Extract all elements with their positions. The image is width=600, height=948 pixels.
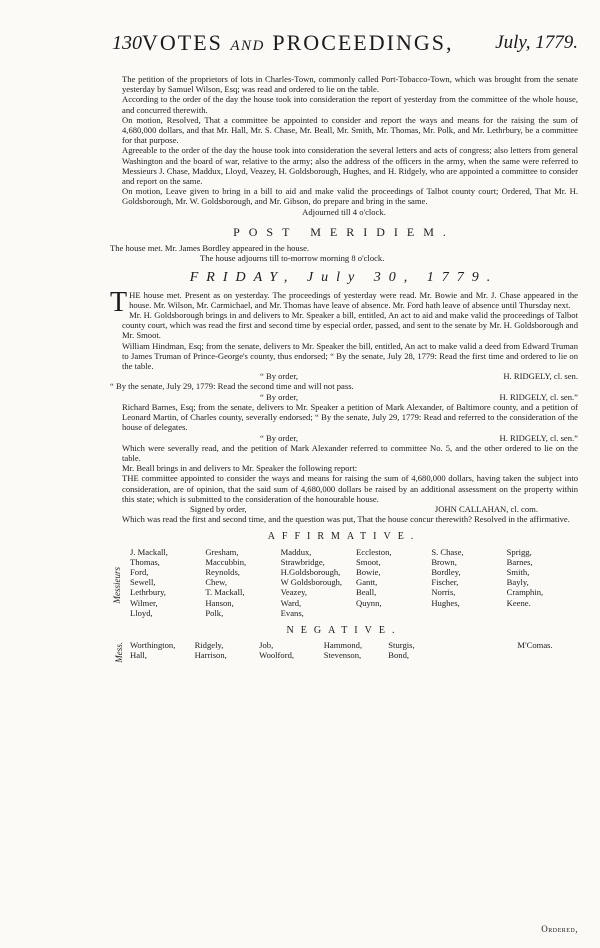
voter-name: Worthington,: [130, 640, 176, 651]
paragraph: Richard Barnes, Esq; from the senate, delivers to Mr. Speaker a petition of Mark Alexander, of Baltimore county, and a petition of Leonard Martin, of Charles county, severally endorsed; “ By the senate, July 29, 1779: Read and referred to the consideration of the house of delegates.: [122, 401, 578, 433]
vote-column: [205, 547, 276, 618]
vote-column: [356, 547, 427, 618]
voter-name: Lloyd,: [130, 607, 153, 618]
vote-column: [195, 640, 256, 660]
messieurs-label: Messieurs: [112, 566, 122, 604]
voter-name: Beall,: [356, 587, 377, 598]
friday-p1-text: HE house met. Present as on yesterday. The proceedings of yesterday were read. Mr. Bowie and Mr. J. Chase appeared in the house. Mr. Wilson, Mr. Carmichael, and Mr. Thomas have leave of absence. Mr. Ford hath leave of absence until Thursday next.: [129, 289, 578, 310]
voter-name: Smoot,: [356, 556, 381, 567]
voter-name: Stevenson,: [323, 650, 362, 661]
voter-name: Ridgely,: [194, 640, 224, 651]
vote-column: [130, 640, 191, 660]
voter-name: Gresham,: [205, 546, 239, 557]
running-title: [142, 30, 453, 56]
page-header: [112, 30, 578, 70]
vote-column: [130, 547, 201, 618]
voter-name: S. Chase,: [431, 546, 464, 557]
voter-name: Hammond,: [323, 640, 363, 651]
voter-name: Sewell,: [130, 577, 156, 588]
paragraph: According to the order of the day the house took into consideration the report of yesterday from the committee of the whole house, and concurred therewith.: [122, 94, 578, 115]
voter-name: H.Goldsborough,: [280, 566, 341, 577]
signed-name: JOHN CALLAHAN, cl. com.: [434, 503, 538, 514]
vote-column: [281, 547, 352, 618]
voter-name: Evans,: [280, 607, 304, 618]
report-signature: [110, 504, 578, 514]
voter-name: Lethrbury,: [130, 587, 166, 598]
vote-column: [259, 640, 320, 660]
voter-name: Wilmer,: [130, 597, 158, 608]
post-meridiem-adjourn: The house adjourns till to-morrow morning 8 o'clock.: [200, 253, 385, 264]
vote-column: [431, 547, 502, 618]
voter-name: Job,: [259, 640, 274, 651]
vote-column: [517, 640, 578, 660]
voter-name: Smith,: [506, 566, 530, 577]
voter-name: Cramphin,: [506, 587, 544, 598]
order-signer: H. RIDGELY, cl. sen.: [503, 371, 578, 382]
drop-cap: T: [110, 286, 128, 318]
paragraph: On motion, Leave given to bring in a bill to aid and make valid the proceedings of Talbot county court; Ordered, That Mr. H. Goldsborough, Mr. W. Goldsborough, and Mr. Gibson, do prepare and bring in the same.: [122, 186, 578, 207]
paragraph: Which were severally read, and the petition of Mark Alexander referred to committee No. 5, and the other ordered to lie on the table.: [122, 442, 578, 463]
negative-heading: NEGATIVE.: [286, 624, 402, 636]
page-number: 130: [112, 32, 142, 54]
catchword: Ordered,: [541, 924, 578, 934]
paragraph: Mr. H. Goldsborough brings in and delivers to Mr. Speaker a bill, entitled, An act to aid and make valid the proceedings of Talbot county court, which was read the first and second time by especial order, passed, and sent to the senate by Mr. H. Goldsborough and Mr. Smoot.: [122, 310, 578, 341]
voter-name: Maddux,: [280, 546, 312, 557]
page-body: [110, 74, 578, 661]
voter-name: Bond,: [388, 650, 410, 661]
voter-name: M'Comas.: [517, 640, 553, 651]
voter-name: Hall,: [130, 650, 147, 661]
mess-label: Mess.: [114, 642, 124, 663]
voter-name: Quynn,: [356, 597, 382, 608]
vote-column: [453, 640, 514, 660]
voter-name: Thomas,: [130, 556, 160, 567]
post-meridiem-line: The house met. Mr. James Bordley appeared in the house.: [110, 243, 310, 254]
voter-name: Reynolds,: [205, 566, 240, 577]
voter-name: Woolford,: [259, 650, 295, 661]
vote-column: [507, 547, 578, 618]
paragraph: The petition of the proprietors of lots in Charles-Town, commonly called Port-Tobacco-Town, which was brought from the senate yesterday by Samuel Wilson, Esq; was read and ordered to lie on the table.: [122, 74, 578, 95]
header-date: July, 1779.: [495, 32, 578, 53]
voter-name: Bordley,: [431, 566, 461, 577]
voter-name: Sturgis,: [388, 640, 415, 651]
paragraph: William Hindman, Esq; from the senate, delivers to Mr. Speaker the bill, entitled, An act to make valid a deed from Edward Truman to James Truman of Prince-George's county, thus endorsed; “ By the senate, July 28, 1779: Read the first time and ordered to lie on the table.: [122, 340, 578, 372]
negative-grid: [130, 640, 578, 660]
order-signature: [110, 392, 578, 402]
voter-name: Bowie,: [356, 566, 381, 577]
voter-name: Norris,: [431, 587, 456, 598]
paragraph: Which was read the first and second time, and the question was put, That the house concur therewith? Resolved in the affirmative.: [122, 514, 570, 525]
paragraph: Mr. Beall brings in and delivers to Mr. Speaker the following report:: [122, 463, 358, 474]
voter-name: Keene.: [506, 597, 531, 608]
order-by: “ By order,: [260, 391, 299, 402]
order-signature: [110, 371, 578, 381]
voter-name: Sprigg,: [506, 546, 532, 557]
voter-name: Polk,: [205, 607, 224, 618]
voter-name: Hanson,: [205, 597, 234, 608]
order-by: “ By order,: [260, 371, 299, 382]
paragraph: On motion, Resolved, That a committee be appointed to consider and report the ways and means for the raising the sum of 4,680,000 dollars, and that Mr. Hall, Mr. S. Chase, Mr. Beall, Mr. Smith, Mr. Thomas, Mr. Polk, and Mr. Lethrbury, be a committee for that purpose.: [122, 114, 578, 146]
voter-name: Hughes,: [431, 597, 460, 608]
post-meridiem-heading: POST MERIDIEM.: [233, 224, 455, 239]
affirmative-votes: [110, 547, 578, 618]
voter-name: Eccleston,: [356, 546, 392, 557]
friday-paragraph-1: [110, 286, 578, 318]
voter-name: J. Mackall,: [130, 546, 168, 557]
voter-name: Veazey,: [280, 587, 308, 598]
title-proceedings: PROCEEDINGS,: [272, 30, 454, 55]
voter-name: W Goldsborough,: [280, 577, 343, 588]
voter-name: T. Mackall,: [205, 587, 245, 598]
affirmative-heading: AFFIRMATIVE.: [267, 531, 421, 543]
order-signature: [110, 433, 578, 443]
voter-name: Ward,: [280, 597, 302, 608]
vote-column: [388, 640, 449, 660]
vote-column: [324, 640, 385, 660]
order-by: “ By order,: [260, 432, 299, 443]
voter-name: Gantt,: [356, 577, 378, 588]
order-signer: H. RIDGELY, cl. sen.”: [499, 432, 578, 443]
voter-name: Ford,: [130, 566, 149, 577]
voter-name: Fischer,: [431, 577, 459, 588]
signed-by: Signed by order,: [190, 503, 247, 514]
voter-name: Bayly,: [506, 577, 529, 588]
voter-name: Brown,: [431, 556, 457, 567]
voter-name: Barnes,: [506, 556, 533, 567]
voter-name: Harrison,: [194, 650, 227, 661]
committee-report: THE committee appointed to consider the ways and means for raising the sum of 4,680,000 dollars, having taken the subject into consideration, are of opinion, that the said sum of 4,680,000 dollars be raised by an additional assessment on the property within this state; which is submitted to the consideration of the honourable house.: [122, 473, 578, 504]
order-signer: H. RIDGELY, cl. sen.”: [499, 391, 578, 402]
title-and: AND: [230, 38, 265, 54]
friday-heading: FRIDAY, July 30, 1779.: [189, 270, 499, 286]
adjourned-line: Adjourned till 4 o'clock.: [302, 206, 386, 217]
affirmative-grid: [130, 547, 578, 618]
paragraph: “ By the senate, July 29, 1779: Read the second time and will not pass.: [110, 381, 354, 392]
voter-name: Maccubbin,: [205, 556, 247, 567]
negative-votes: [110, 640, 578, 663]
voter-name: Chew,: [205, 577, 227, 588]
paragraph: Agreeable to the order of the day the house took into consideration the several letters and acts of congress; also letters from general Washington and the board of war, relative to the army; also the address of the officers in the army, when the same were referred to Messieurs J. Chase, Maddux, Lloyd, Veazey, H. Goldsborough, Hughes, and H. Ridgely, who are appointed a committee to consider and report on the same.: [122, 145, 578, 187]
voter-name: Strawbridge,: [280, 556, 325, 567]
title-votes: VOTES: [142, 30, 223, 55]
